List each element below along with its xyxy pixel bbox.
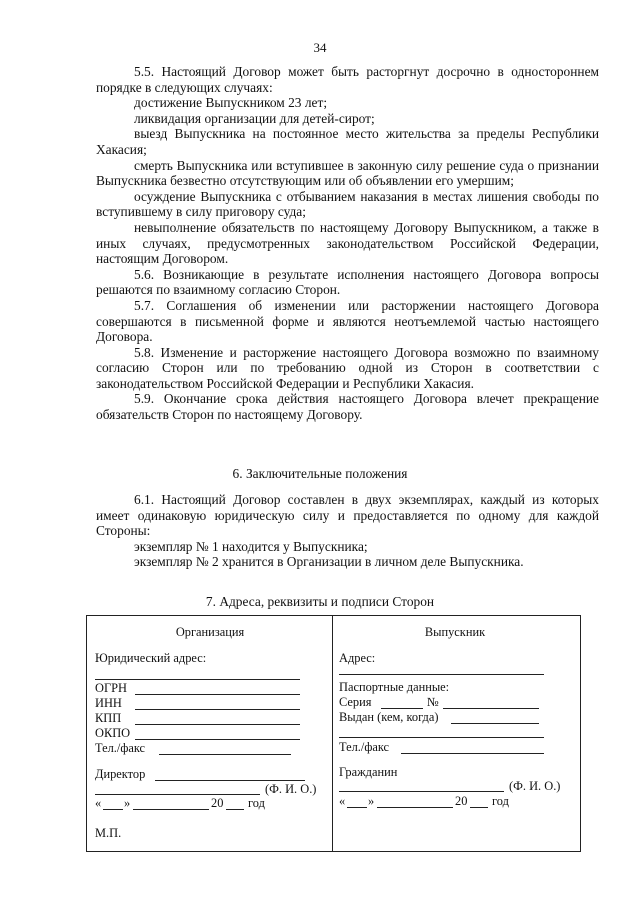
org-date-close-quote: »: [124, 796, 131, 810]
column-divider: [332, 616, 333, 851]
legal-address-field[interactable]: [95, 679, 300, 680]
section-6-title: 6. Заключительные положения: [232, 466, 408, 481]
graduate-phone-label: Тел./факс: [339, 740, 390, 754]
org-phone-field[interactable]: [159, 754, 291, 755]
graduate-month-field[interactable]: [377, 807, 453, 808]
series-label: Серия: [339, 695, 372, 709]
requisites-table: [86, 615, 581, 852]
series-field[interactable]: [381, 708, 423, 709]
paragraph-5-6: 5.6. Возникающие в результате исполнения настоящего Договора вопросы решаются по взаимному согласию Сторон.: [96, 266, 599, 298]
kpp-field[interactable]: [135, 724, 300, 725]
copy-2-text: экземпляр № 2 хранится в Организации в личном деле Выпускника.: [134, 554, 524, 570]
graduate-day-field[interactable]: [347, 807, 367, 808]
issued-continuation-field[interactable]: [339, 737, 544, 738]
section-7-title: 7. Адреса, реквизиты и подписи Сторон: [205, 594, 435, 609]
passport-number-field[interactable]: [443, 708, 539, 709]
passport-label: Паспортные данные:: [339, 680, 450, 694]
paragraph-5-5-c: выезд Выпускника на постоянное место жительства за пределы Республики Хакасия;: [96, 126, 599, 157]
paragraph-5-5: 5.5. Настоящий Договор может быть расторгнут досрочно в одностороннем порядке в следующих случаях:: [96, 64, 599, 95]
section-6-body: [96, 492, 599, 570]
paragraph-5-5-e: осуждение Выпускника с отбыванием наказания в местах лишения свободы по вступившему в силу приговору суда;: [96, 188, 599, 220]
ogrn-label: ОГРН: [95, 681, 127, 695]
graduate-heading: Выпускник: [424, 625, 486, 639]
page-number: 34: [313, 40, 327, 55]
inn-label: ИНН: [95, 696, 122, 710]
paragraph-5-7: 5.7. Соглашения об изменении или расторжении настоящего Договора совершаются в письменной форме и являются неотъемлемой частью настоящего Договора.: [96, 297, 599, 345]
number-label: №: [427, 695, 439, 709]
ogrn-field[interactable]: [135, 694, 300, 695]
org-year-prefix: 20: [211, 796, 224, 810]
org-year-field[interactable]: [226, 809, 244, 810]
okpo-field[interactable]: [135, 739, 300, 740]
address-field[interactable]: [339, 674, 544, 675]
graduate-year-prefix: 20: [455, 794, 468, 808]
org-fio-label: (Ф. И. О.): [265, 782, 317, 796]
paragraph-6-1: 6.1. Настоящий Договор составлен в двух экземплярах, каждый из которых имеет одинаковую юридическую силу и предоставляется по одному для каждой Стороны:: [96, 492, 599, 539]
stamp-label: М.П.: [95, 826, 122, 840]
issued-label: Выдан (кем, когда): [339, 710, 439, 724]
issued-field[interactable]: [451, 723, 539, 724]
citizen-label: Гражданин: [339, 765, 398, 779]
paragraph-5-5-f: невыполнение обязательств по настоящему Договору Выпускником, а также в иных случаях, предусмотренных законодательством Российской Федерации, настоящим Договором.: [96, 219, 599, 267]
graduate-date-close-quote: »: [368, 794, 375, 808]
paragraph-5-5-b: ликвидация организации для детей-сирот;: [134, 110, 375, 126]
copy-1-text: экземпляр № 1 находится у Выпускника;: [134, 538, 368, 554]
org-phone-label: Тел./факс: [95, 741, 146, 755]
legal-address-label: Юридический адрес:: [95, 651, 207, 665]
organization-heading: Организация: [175, 625, 245, 639]
okpo-label: ОКПО: [95, 726, 131, 740]
director-label: Директор: [95, 767, 146, 781]
graduate-phone-field[interactable]: [401, 753, 544, 754]
contract-body: [96, 64, 599, 423]
director-name-field[interactable]: [95, 794, 260, 795]
org-date-open-quote: «: [95, 796, 102, 810]
citizen-name-field[interactable]: [339, 791, 504, 792]
paragraph-5-8: 5.8. Изменение и расторжение настоящего Договора возможно по взаимному согласию Сторон или по требованию одной из Сторон в соответствии с законодательством Российской Федерации и Республики Хакасия.: [96, 344, 599, 391]
director-signature-field[interactable]: [155, 780, 305, 781]
graduate-date-open-quote: «: [339, 794, 346, 808]
org-year-suffix: год: [248, 796, 265, 810]
paragraph-5-9: 5.9. Окончание срока действия настоящего Договора влечет прекращение обязательств Сторон по настоящему Договору.: [96, 391, 599, 423]
graduate-fio-label: (Ф. И. О.): [509, 779, 561, 793]
graduate-year-field[interactable]: [470, 807, 488, 808]
address-label: Адрес:: [339, 651, 376, 665]
graduate-year-suffix: год: [492, 794, 509, 808]
org-day-field[interactable]: [103, 809, 123, 810]
kpp-label: КПП: [95, 711, 122, 725]
paragraph-5-5-d: смерть Выпускника или вступившее в законную силу решение суда о признании Выпускника безвестно отсутствующим или об объявлении его умершим;: [96, 157, 599, 189]
inn-field[interactable]: [135, 709, 300, 710]
org-month-field[interactable]: [133, 809, 209, 810]
paragraph-5-5-a: достижение Выпускником 23 лет;: [134, 95, 328, 111]
